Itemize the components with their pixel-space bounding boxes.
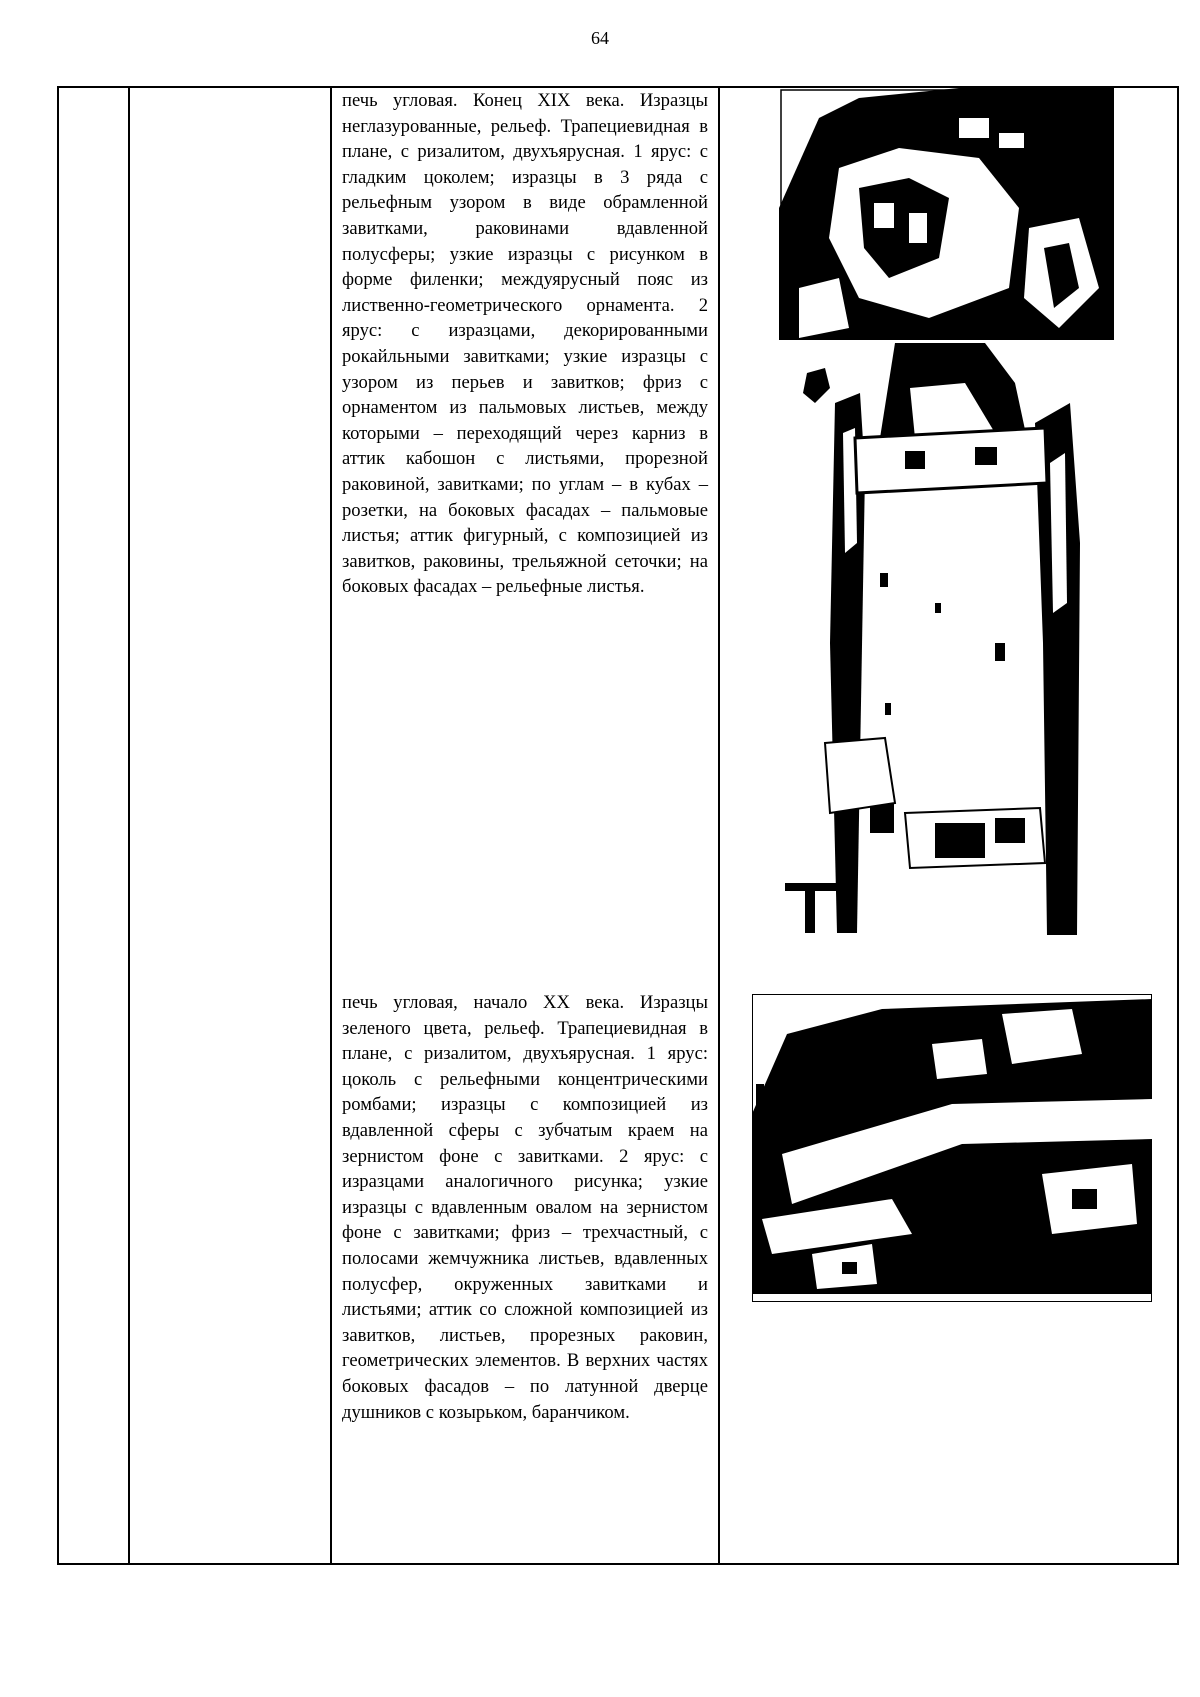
page-number: 64: [591, 28, 609, 48]
stove-description-2: печь угловая, начало XX века. Изразцы зеленого цвета, рельеф. Трапециевидная в плане, с ризалитом, двухъярусная. 1 ярус: цоколь с рельефными концентрическими ромбами; изразцы с композицией из вдавленной сферы с зубчатым краем на зернистом фоне с завитками. 2 ярус: с изразцами аналогичного рисунка; узкие изразцы с вдавленным овалом на зернистом фоне с завитками; фриз – трехчастный, с полосами жемчужника листьев, вдавленных полусфер, окруженных завитками и листьями; аттик со сложной композицией из завитков, листьев, прорезных раковин, геометрических элементов. В верхних частях боковых фасадов – по латунной дверце душников с козырьком, баранчиком.: [342, 992, 708, 1423]
stove-photo-closeup: [752, 994, 1152, 1302]
stove-photo-top: [779, 88, 1114, 340]
stove-description-1: печь угловая. Конец XIX века. Изразцы неглазурованные, рельеф. Трапециевидная в плане, с ризалитом, двухъярусная. 1 ярус: с гладким цоколем; изразцы в 3 ряда с рельефным узором в виде обрамленной завитками, раковинами вдавленной полусферы; узкие изразцы с рисунком в форме филенки; междуярусный пояс из лиственно-геометрического орнамента. 2 ярус: с изразцами, декорированными рокайльными завитками; узкие изразцы с узором из перьев и завитков; фриз с орнаментом из пальмовых листьев, между которыми – переходящий через карниз в аттик кабошон с листьями, прорезной раковиной, завитками; по углам – в кубах – розетки, на боковых фасадах – пальмовые листья; аттик фигурный, с композицией из завитков, раковины, трельяжной сеточки; на боковых фасадах – рельефные листья.: [342, 90, 708, 598]
column-divider: [330, 88, 332, 1563]
column-divider: [718, 88, 720, 1563]
column-divider: [128, 88, 130, 1563]
stove-photo-full: [785, 343, 1110, 935]
